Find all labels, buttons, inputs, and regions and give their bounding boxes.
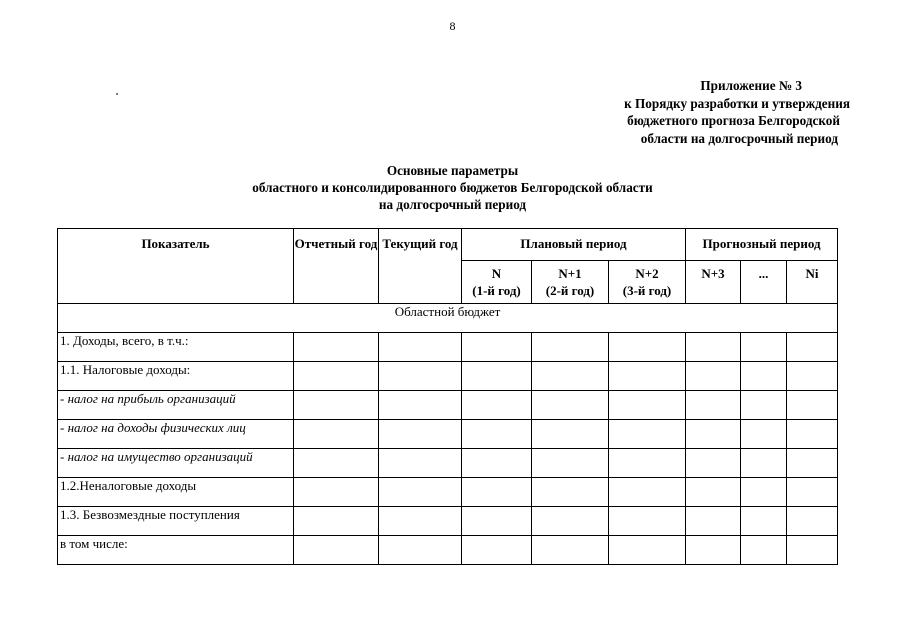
table-cell	[532, 536, 609, 565]
table-row	[58, 449, 838, 478]
header-year-ni: Ni	[787, 261, 838, 304]
table-cell	[294, 420, 379, 449]
title-line: на долгосрочный период	[378, 197, 527, 212]
row-label: 1. Доходы, всего, в т.ч.:	[58, 333, 294, 362]
table-cell	[787, 478, 838, 507]
table-cell	[686, 391, 741, 420]
table-cell	[686, 420, 741, 449]
table-cell	[462, 449, 532, 478]
appendix-line: к Порядку разработки и утверждения	[624, 95, 850, 111]
table-cell	[462, 391, 532, 420]
section-regional-budget: Областной бюджет	[58, 304, 838, 333]
table-cell	[787, 420, 838, 449]
table-row	[58, 420, 838, 449]
table-row	[58, 478, 838, 507]
table-cell	[741, 449, 787, 478]
table-row	[58, 362, 838, 391]
table-cell	[379, 507, 462, 536]
row-label: 1.2.Неналоговые доходы	[58, 478, 294, 507]
header-year-n3: N+3	[686, 261, 741, 304]
table-cell	[609, 449, 686, 478]
table-cell	[741, 391, 787, 420]
table-cell	[686, 536, 741, 565]
table-cell	[609, 478, 686, 507]
table-cell	[609, 507, 686, 536]
header-planned-period: Плановый период	[462, 229, 686, 261]
table-cell	[462, 478, 532, 507]
row-label: в том числе:	[58, 536, 294, 565]
page-number: 8	[449, 19, 456, 33]
table-cell	[741, 478, 787, 507]
table-cell	[532, 507, 609, 536]
table-cell	[462, 507, 532, 536]
header-indicator: Показатель	[58, 229, 294, 304]
row-label: 1.3. Безвозмездные поступления	[58, 507, 294, 536]
table-cell	[532, 420, 609, 449]
table-cell	[609, 536, 686, 565]
table-row	[58, 391, 838, 420]
table-cell	[294, 507, 379, 536]
table-row	[58, 507, 838, 536]
table-cell	[532, 362, 609, 391]
table-cell	[741, 362, 787, 391]
table-cell	[609, 391, 686, 420]
table-cell	[741, 507, 787, 536]
table-cell	[741, 333, 787, 362]
table-cell	[379, 420, 462, 449]
appendix-line: бюджетного прогноза Белгородской	[627, 113, 840, 128]
table-row	[58, 536, 838, 565]
document-title	[0, 162, 905, 213]
header-reported-year: Отчетный год	[294, 229, 379, 304]
title-line: областного и консолидированного бюджетов Белгородской области	[252, 180, 653, 195]
table-cell	[787, 333, 838, 362]
header-year-n1: N+1 (2-й год)	[532, 261, 609, 304]
table-cell	[787, 362, 838, 391]
table-cell	[787, 449, 838, 478]
table-cell	[379, 333, 462, 362]
header-year-ellipsis: ...	[741, 261, 787, 304]
title-line: Основные параметры	[386, 163, 519, 178]
appendix-line: области на долгосрочный период	[640, 130, 838, 146]
table-cell	[294, 536, 379, 565]
table-cell	[379, 478, 462, 507]
table-cell	[379, 362, 462, 391]
table-cell	[379, 391, 462, 420]
table-cell	[532, 333, 609, 362]
row-label: - налог на имущество организаций	[58, 449, 294, 478]
table-cell	[462, 420, 532, 449]
table-cell	[686, 362, 741, 391]
table-cell	[294, 478, 379, 507]
table-cell	[379, 536, 462, 565]
header-forecast-period: Прогнозный период	[686, 229, 838, 261]
scan-speck	[116, 93, 118, 95]
table-cell	[462, 333, 532, 362]
table-cell	[294, 391, 379, 420]
appendix-line: Приложение № 3	[700, 78, 802, 93]
table-cell	[787, 536, 838, 565]
table-cell	[787, 391, 838, 420]
row-label: 1.1. Налоговые доходы:	[58, 362, 294, 391]
appendix-header	[520, 77, 850, 147]
table-cell	[379, 449, 462, 478]
row-label: - налог на доходы физических лиц	[58, 420, 294, 449]
header-year-n: N (1-й год)	[462, 261, 532, 304]
table-cell	[741, 536, 787, 565]
table-cell	[294, 333, 379, 362]
table-row	[58, 333, 838, 362]
table-cell	[532, 391, 609, 420]
table-cell	[741, 420, 787, 449]
header-current-year: Текущий год	[379, 229, 462, 304]
budget-parameters-table	[57, 228, 838, 565]
table-cell	[609, 333, 686, 362]
table-cell	[686, 478, 741, 507]
table-cell	[462, 362, 532, 391]
row-label: - налог на прибыль организаций	[58, 391, 294, 420]
table-cell	[686, 507, 741, 536]
table-cell	[609, 362, 686, 391]
table-cell	[686, 333, 741, 362]
table-cell	[787, 507, 838, 536]
table-cell	[532, 449, 609, 478]
header-year-n2: N+2 (3-й год)	[609, 261, 686, 304]
table-cell	[462, 536, 532, 565]
table-cell	[294, 449, 379, 478]
table-cell	[294, 362, 379, 391]
table-cell	[532, 478, 609, 507]
table-cell	[686, 449, 741, 478]
table-cell	[609, 420, 686, 449]
